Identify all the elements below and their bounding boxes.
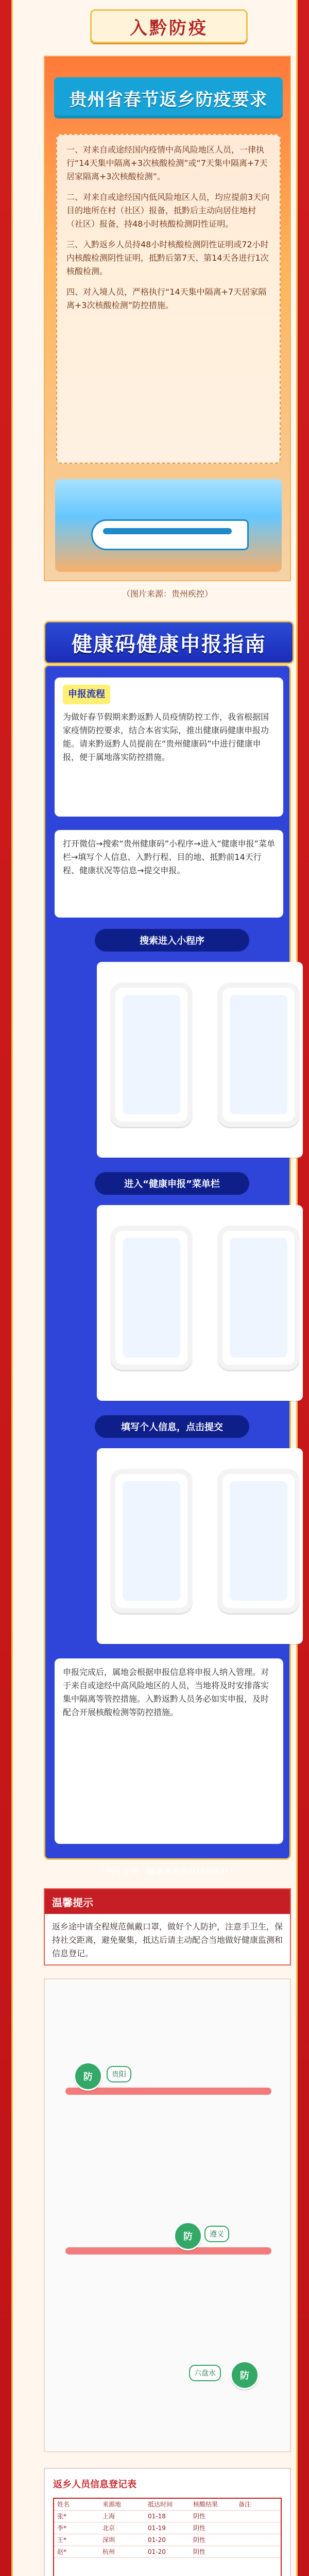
poster-1-textbox [56,134,281,464]
table-cell [235,2511,281,2522]
section-3-title: 温馨提示 [45,1889,290,1914]
map-1-node-1: 防 [74,2062,102,2091]
step-2-panel [97,1205,303,1401]
step-2-label: 进入“健康申报”菜单栏 [95,1172,249,1195]
ribbon-title: 入黔防疫 [130,18,208,39]
poster-1-title: 贵州省春节返乡防疫要求 [69,89,268,110]
section-3-text: 返乡途中请全程规范佩戴口罩，做好个人防护，注意手卫生，保持社交距离，避免聚集，抵达后请主动配合当地做好健康监测和信息登记。 [52,1922,283,1958]
table-row [54,2534,281,2546]
map-1-label-1: 贵阳 [107,2066,131,2082]
phone-5-screen [123,1481,180,1601]
table-row [54,2511,281,2522]
step-3-label: 填写个人信息，点击提交 [95,1415,249,1438]
top-ribbon [90,9,248,43]
table-cell [235,2522,281,2534]
phone-1 [110,982,193,1127]
table-cell: 01-19 [148,2524,166,2532]
poster-1-paragraph-2: 二、对来自或途经国内低风险地区人员，均应提前3天向目的地所在村（社区）报备，抵黔后主动向居住地村（社区）报备，持48小时核酸检测阴性证明。 [66,192,270,229]
table-1-grid [53,2498,282,2576]
table-cell: 阴性 [193,2548,206,2555]
section-2-title: 健康码健康申报指南 [72,632,266,656]
section-2-caption: （图片来源：健康教育所材料制作科） [97,1867,237,1876]
phone-2 [217,982,300,1127]
phone-3-screen [123,1238,180,1358]
step-3-panel [97,1448,303,1644]
table-cell [235,2546,281,2557]
table-1-header-row [54,2499,281,2511]
table-row [54,2522,281,2534]
map-1-node-2: 防 [174,2222,202,2250]
side-tag: 申报流程 [63,685,110,704]
map-1 [44,1978,291,2452]
map-1-node-3: 防 [230,2361,259,2389]
poster-1-paragraph-1: 一、对来自或途经国内疫情中高风险地区人员，一律执行“14天集中隔离+3次核酸检测”或“7天集中隔离+7天居家隔离+3次核酸检测”。 [66,145,268,181]
map-1-label-3: 六盘水 [189,2365,221,2381]
table-cell: 阴性 [193,2513,206,2520]
table-1 [44,2468,291,2576]
section-2-intro-text: 为做好春节假期来黔返黔人员疫情防控工作，我省根据国家疫情防控要求，结合本省实际，推出健康码健康申报功能。请来黔返黔人员提前在“贵州健康码”中进行健康申报，便于属地落实防控措施。 [63,712,269,762]
table-cell: 赵* [57,2548,67,2555]
poster-1-caption: （图片来源：贵州疾控） [122,589,213,599]
table-cell: 阴性 [193,2536,206,2544]
route-line-1 [65,2088,271,2095]
section-2-title-bar [44,621,294,664]
table-row [54,2546,281,2558]
table-cell: 01-18 [148,2513,166,2520]
poster-1-header [54,77,283,118]
poster-1 [44,56,291,581]
phone-5 [110,1469,193,1613]
section-3 [44,1888,291,1965]
table-cell: 上海 [102,2513,115,2520]
phone-4-screen [230,1238,287,1358]
table-1-header-2: 来源地 [102,2501,122,2508]
step-1-text: 打开微信→搜索“贵州健康码”小程序→进入“健康申报”菜单栏→填写个人信息、入黔行程、目的地、抵黔前14天行程、健康状况等信息→提交申报。 [63,839,275,875]
table-1-header-1: 姓名 [57,2501,70,2508]
table-1-header-5: 备注 [238,2501,251,2508]
table-cell: 张* [57,2513,67,2520]
table-cell: 北京 [102,2524,115,2532]
table-cell [235,2534,281,2546]
table-cell: 王* [57,2536,67,2544]
section-2-card [44,665,291,1860]
table-cell: 深圳 [102,2536,115,2544]
table-1-title: 返乡人员信息登记表 [53,2479,136,2490]
content-frame [11,0,298,2576]
table-cell: 杭州 [102,2548,115,2555]
table-cell: 01-20 [148,2536,166,2544]
step-1-label: 搜索进入小程序 [95,929,249,952]
phone-4 [217,1226,300,1370]
route-line-2 [65,2247,271,2255]
phone-2-screen [230,995,287,1114]
table-cell: 李* [57,2524,67,2532]
section-2-intro [55,677,283,817]
phone-1-screen [123,995,180,1114]
step-1-panel [97,962,303,1158]
phone-6 [217,1469,300,1613]
table-cell: 阴性 [193,2524,206,2532]
table-1-header-3: 抵达时间 [148,2501,173,2508]
section-2-step-1-text [55,830,283,918]
phone-6-screen [230,1481,287,1601]
poster-1-paragraph-4: 四、对入境人员，严格执行“14天集中隔离+7天居家隔离+3次核酸检测”防控措施。 [66,287,267,310]
phone-3 [110,1226,193,1370]
section-2-body-2 [55,1658,283,1844]
table-1-header-4: 核酸结果 [193,2501,218,2508]
poster-1-paragraph-3: 三、入黔返乡人员持48小时核酸检测阴性证明或72小时内核酸检测阴性证明，抵黔后第7天、第14天各进行1次核酸检测。 [66,240,269,276]
map-1-label-2: 遵义 [204,2226,229,2242]
section-2-body-2-text: 申报完成后，属地会根据申报信息将申报人纳入管理。对于来自或途经中高风险地区的人员，当地将及时安排落实集中隔离等管控措施。入黔返黔人员务必如实申报，及时配合开展核酸检测等防控措施。 [63,1667,269,1717]
poster-1-scene [55,479,282,572]
table-cell: 01-20 [148,2548,166,2555]
train-icon [91,519,249,550]
